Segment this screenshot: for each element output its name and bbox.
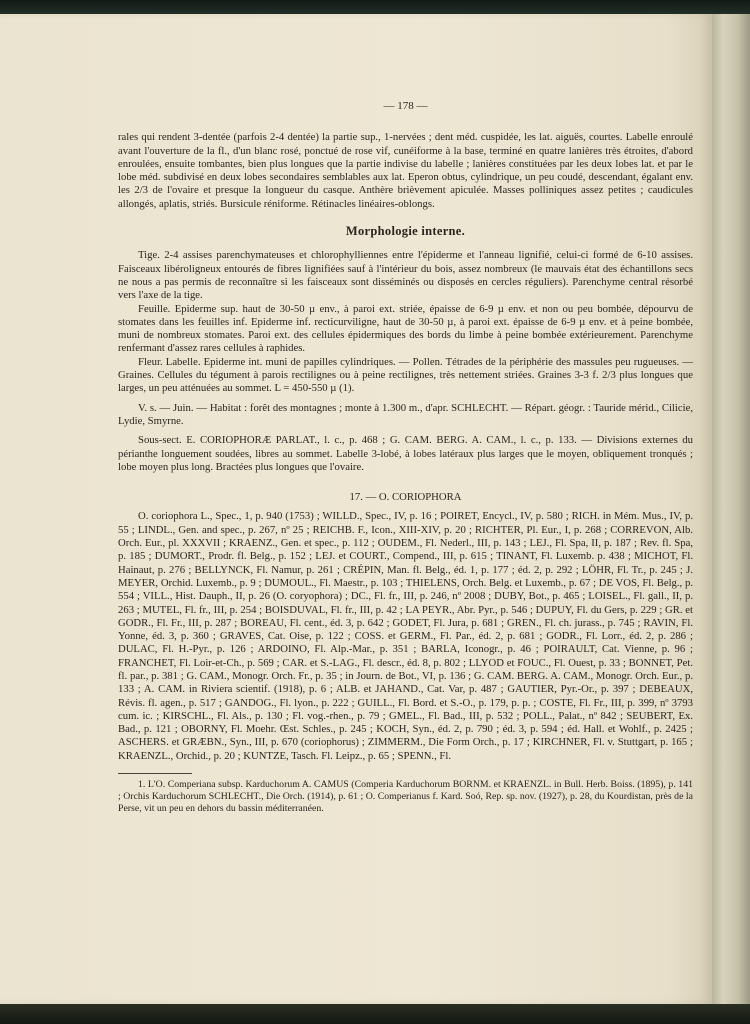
paragraph-habitat: V. s. — Juin. — Habitat : forêt des montagnes ; monte à 1.300 m., d'apr. SCHLECHT. — Répart. géogr. : Tauride mérid., Cilicie, Lydie, Smyrne. — [118, 401, 693, 427]
paragraph-feuille: Feuille. Epiderme sup. haut de 30-50 µ env., à paroi ext. striée, épaisse de 6-9 µ env. et non ou peu bombée, dépourvu de stomates dans les feuilles inf. Epiderme inf. recticurviligne, haut de 30-50 µ, à paroi ext. épaisse de 6-9 µ env. et à peine bombée, muni de nombreux stomates. Paroi ext. des cellules épidermiques des bords du limbe à peine bombée extérieurement. Parenchyme renfermant d'assez rares cellules à raphides. — [118, 302, 693, 355]
paragraph-description: rales qui rendent 3-dentée (parfois 2-4 dentée) la partie sup., 1-nervées ; dent méd. cuspidée, les lat. aiguës, courtes. Labelle enroulé avant l'ouverture de la fl., d'un blanc rosé, ponctué de rose vif, cunéiforme à la base, terminé en quatre lanières très étroites, d'abord enroulées, ensuite tombantes, bien plus longues que la partie indivise du labelle ; lanières constituées par les deux lobes lat. et par le lobe méd. subdivisé en deux lobes secondaires semblables aux lat. Eperon obtus, cylindrique, un peu coudé, descendant, égalant env. les 2/3 de l'ovaire et presque la longueur du casque. Anthère brièvement apiculée. Masses polliniques assez petites ; caudicules allongés, aplatis, striés. Bursicule réniforme. Rétinacles linéaires-oblongs. — [118, 131, 693, 210]
section-heading-morphologie: Morphologie interne. — [345, 224, 466, 239]
paragraph-synonymy: O. coriophora L., Spec., 1, p. 940 (1753) ; WILLD., Spec., IV, p. 16 ; POIRET, Encycl., IV, p. 580 ; RICH. in Mém. Mus., IV, p. 55 ; LINDL., Gen. and spec., p. 267, nº 25 ; REICHB. F., Icon., XIII-XIV, p. 20 ; RICHTER, Pl. Eur., I, p. 268 ; CORREVON, Alb. Orch. Eur., pl. XXXVII ; KRAENZ., Gen. et spec., p. 112 ; OUDEM., Fl. Nederl., III, p. 143 ; LEJ., Fl. Spa, II, p. 187 ; Rev. fl. Spa, p. 185 ; DUMORT., Prodr. fl. Belg., p. 152 ; LEJ. et COURT., Compend., III, p. 615 ; TINANT, Fl. Luxemb. p. 438 ; MICHOT, Fl. Hainaut, p. 276 ; BELLYNCK, Fl. Namur, p. 261 ; CRÉPIN, Man. fl. Belg., éd. 1, p. 177 ; éd. 2, p. 292 ; LÖHR, Fl. Tr., p. 245 ; J. MEYER, Orchid. Luxemb., p. 9 ; DUMOUL., Fl. Maestr., p. 103 ; THIELENS, Orch. Belg. et Luxemb., p. 67 ; DE VOS, Fl. Belg., p. 554 ; VILL., Hist. Dauph., II, p. 26 (O. coryophora) ; DC., Fl. fr., III, p. 246, nº 2008 ; DUBY, Bot., p. 465 ; LOISEL., Fl. gall., II, p. 263 ; MUTEL, Fl. fr., III, p. 254 ; BOISDUVAL, Fl. fr., III, p. 42 ; LA PEYR., Abr. Pyr., p. 546 ; DUPUY, Fl. du Gers, p. 229 ; GR. et GODR., Fl. Fr., III, p. 287 ; BOREAU, Fl. cent., éd. 3, p. 642 ; GODET, Fl. Jura, p. 681 ; GREN., Fl. ch. jurass., p. 745 ; RAVIN, Fl. Yonne, éd. 3, p. 360 ; GRAVES, Cat. Oise, p. 122 ; COSS. et GERM., Fl. Par., éd. 2, p. 681 ; GODR., Fl. Lorr., éd. 2, p. 286 ; DULAC, Fl. H.-Pyr., p. 126 ; ARDOINO, Fl. Alp.-Mar., p. 351 ; BARLA, Iconogr., p. 46 ; POIRAULT, Cat. Vienne, p. 96 ; FRANCHET, Fl. Loir-et-Ch., p. 569 ; CAR. et S.-LAG., Fl. descr., éd. 8, p. 802 ; LLYOD et FOUC., Fl. Ouest, p. 33 ; BONNET, Pet. fl. par., p. 381 ; G. CAM., Monogr. Orch. Fr., p. 35 ; in Journ. de Bot., VI, p. 136 ; G. CAM. BERG. A. CAM., Monogr. Orch. Eur., p. 133 ; A. CAM. in Riviera scientif. (1918), p. 6 ; ALB. et JAHAND., Cat. Var, p. 487 ; GAUTIER, Pyr.-Or., p. 397 ; DEBEAUX, Révis. fl. agen., p. 517 ; GANDOG., Fl. lyon., p. 222 ; GUILL., Fl. Bord. et S.-O., p. 179, p. p. ; COSTE, Fl. Fr., III, p. 399, nº 3793 cum. ic. ; KIRSCHL., Fl. Als., p. 130 ; Fl. vog.-rhen., p. 79 ; GMEL., Fl. Bad., III, p. 532 ; POLL., Palat., nº 842 ; SEUBERT, Ex. Bad., p. 121 ; OBORNY, Fl. Moehr. Œst. Schles., p. 245 ; KOCH, Syn., éd. 2, p. 790 ; éd. 3, p. 594 ; éd. Hall. et Wohlf., p. 2425 ; ASCHERS. et GRÆBN., Syn., III, p. 670 (coriophorus) ; ZIMMERM., Die Form Orch., p. 17 ; KIRCHNER, Fl. v. Stuttgart, p. 165 ; KRAENZL., Orchid., p. 20 ; KUNTZE, Tasch. Fl. Leipz., p. 65 ; SPENN., Fl. — [118, 510, 693, 762]
paragraph-tige: Tige. 2-4 assises parenchymateuses et chlorophylliennes entre l'épiderme et l'anneau lignifié, celui-ci formé de 6-10 assises. Faisceaux libéroligneux entourés de fibres lignifiées sauf à l'intérieur du bois, assez nombreux (le mauvais état des échantillons secs ne nous a pas permis de reconnaître si les faisceaux sont disséminés ou disposés en cercles réguliers). Parenchyme central résorbé vers l'axe de la tige. — [118, 249, 693, 302]
paragraph-sous-section: Sous-sect. E. CORIOPHORÆ PARLAT., l. c., p. 468 ; G. CAM. BERG. A. CAM., l. c., p. 133. — Divisions externes du périanthe longuement soudées, libres au sommet. Labelle 3-lobé, à lobes latéraux plus larges que le moyen, obliquement tronqués ; lobe moyen plus long. Bractées plus longues que l'ovaire. — [118, 434, 693, 473]
page-number: — 178 — — [383, 100, 428, 112]
page-content — [118, 100, 693, 815]
footnote-rule — [118, 773, 192, 774]
species-heading: 17. — O. CORIOPHORA — [349, 491, 462, 504]
page-edge — [712, 14, 750, 1004]
footnote: 1. L'O. Comperiana subsp. Karduchorum A. CAMUS (Comperia Karduchorum BORNM. et KRAENZL. in Bull. Herb. Boiss. (1895), p. 141 ; Orchis Karduchorum SCHLECHT., Die Orch. (1914), p. 61 ; O. Comperianus f. Kard. Soó, Rep. sp. nov. (1927), p. 28, du Kourdistan, près de la Perse, vit un peu en dehors du bassin méditerranéen. — [118, 779, 693, 815]
bottom-background — [0, 1004, 750, 1024]
paragraph-fleur: Fleur. Labelle. Epiderme int. muni de papilles cylindriques. — Pollen. Tétrades de la périphérie des massules peu rugueuses. — Graines. Cellules du tégument à parois rectilignes ou à peine rectilignes, très nettement striées. Graines 3-3 f. 2/3 plus longues que larges, un peu atténuées au sommet. L = 450-550 µ (1). — [118, 355, 693, 395]
